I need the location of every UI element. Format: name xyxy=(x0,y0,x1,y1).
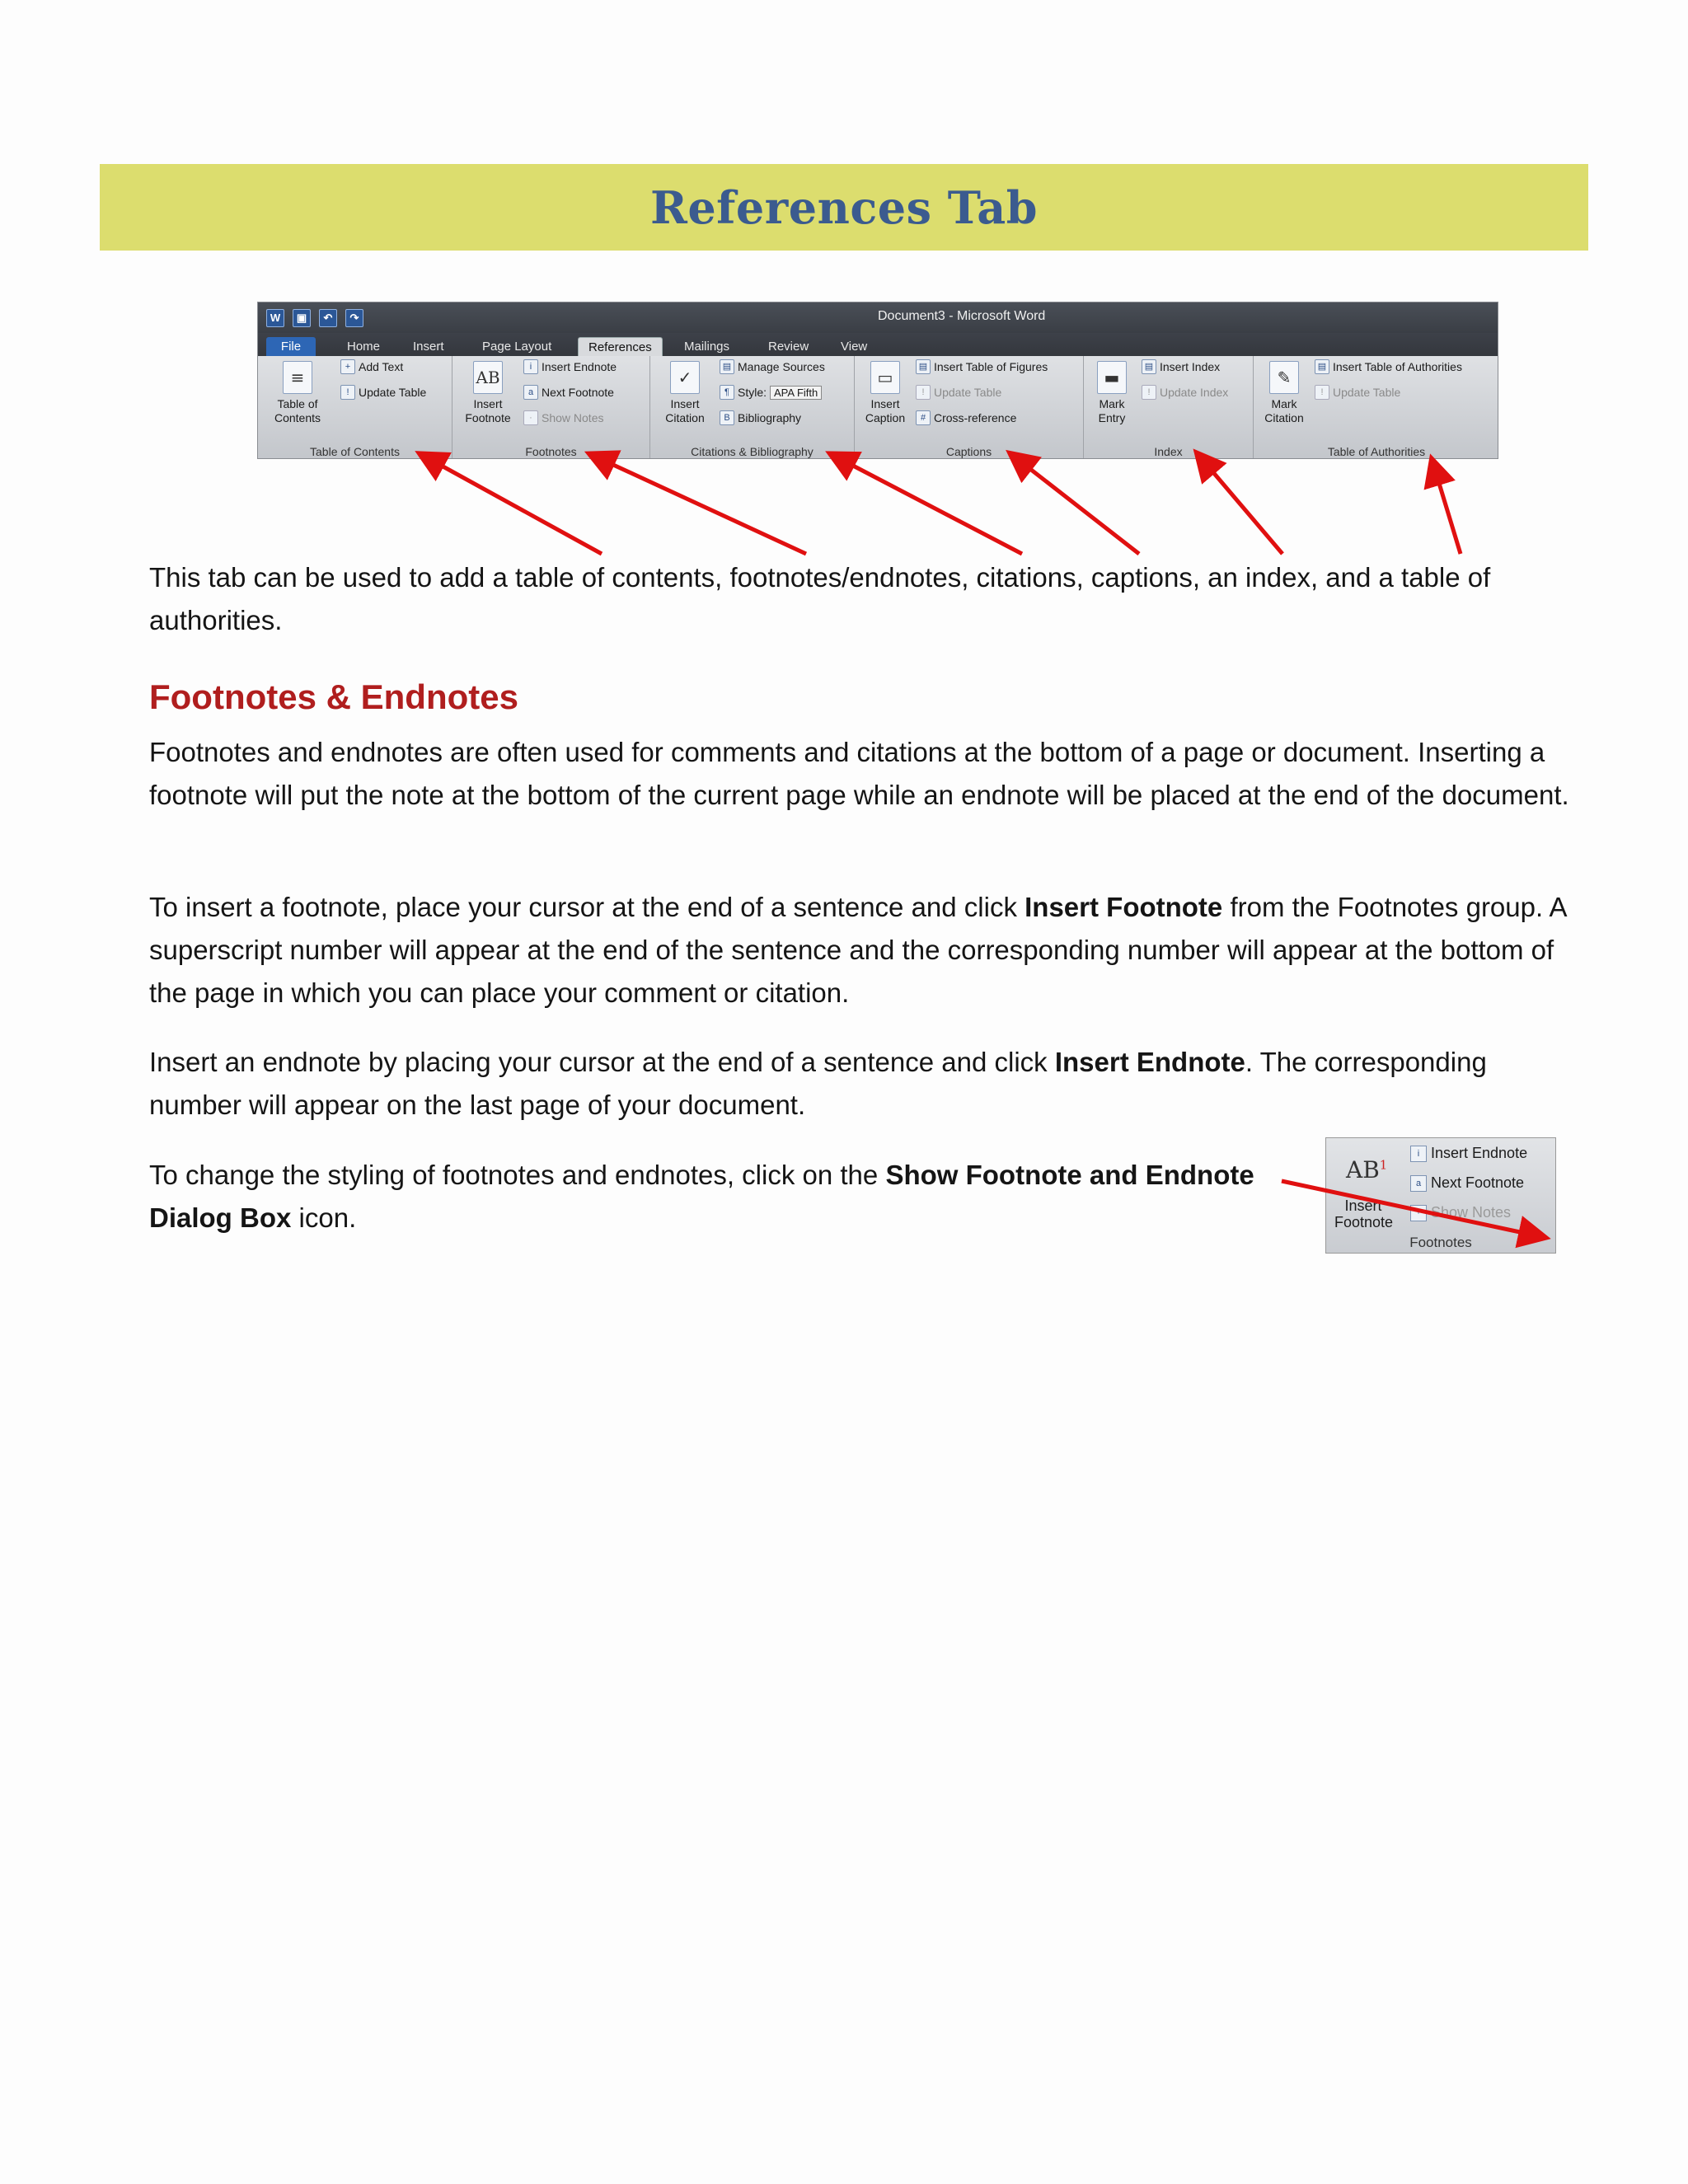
paragraph-footnotes-intro: Footnotes and endnotes are often used for comments and citations at the bottom of a page or document. Inserting a footnote will put the note at the bottom of the current page while an endnote will be placed at the end of the document. xyxy=(149,737,1569,810)
footnotes-group-screenshot xyxy=(1325,1137,1556,1254)
citation-icon: ✓ xyxy=(670,361,700,394)
sources-icon: ▤ xyxy=(720,359,734,374)
paragraph-insert-endnote: Insert an endnote by placing your cursor at the end of a sentence and click Insert Endnote. The corresponding number will appear on the last page of your document. xyxy=(149,1047,1487,1120)
manage-sources-button: ▤ Manage Sources xyxy=(720,359,825,374)
next-footnote-item: a Next Footnote xyxy=(1410,1174,1524,1192)
tab-mailings: Mailings xyxy=(684,340,730,354)
add-text-button: + Add Text xyxy=(340,359,403,374)
bibliography-button: B Bibliography xyxy=(720,410,801,425)
tab-page-layout: Page Layout xyxy=(482,340,552,354)
tab-view: View xyxy=(841,340,868,354)
mark-citation-button: ✎ Mark Citation xyxy=(1257,361,1311,425)
mark-entry-icon: ▬ xyxy=(1097,361,1127,394)
bold-dialog-box: Show Footnote and Endnote Dialog Box xyxy=(149,1160,1254,1233)
tab-review: Review xyxy=(768,340,809,354)
insert-endnote-item: i Insert Endnote xyxy=(1410,1145,1527,1162)
page-title: References Tab xyxy=(649,180,1039,234)
bold-insert-footnote: Insert Footnote xyxy=(1025,892,1223,922)
footnotes-group-label: Footnotes xyxy=(1409,1235,1472,1250)
group-citations xyxy=(650,356,855,459)
next-footnote-icon: a xyxy=(523,385,538,400)
window-title: Document3 - Microsoft Word xyxy=(878,309,1046,323)
ribbon-tabs xyxy=(258,333,1498,356)
undo-icon: ↶ xyxy=(319,309,337,327)
update-index-button: ! Update Index xyxy=(1142,385,1228,400)
group-label: Table of Authorities xyxy=(1327,445,1426,458)
ribbon-body xyxy=(258,356,1498,459)
title-band xyxy=(100,164,1588,251)
cross-reference-button: # Cross-reference xyxy=(916,410,1016,425)
style-dropdown: ¶ Style: APA Fifth xyxy=(720,385,822,400)
paragraph-styling: To change the styling of footnotes and endnotes, click on the Show Footnote and Endnote Dialog Box icon. xyxy=(149,1160,1254,1233)
figures-icon: ▤ xyxy=(916,359,931,374)
footnote-ab-icon: $AB^1$ xyxy=(1346,1156,1388,1183)
update-table-captions-button: ! Update Table xyxy=(916,385,1001,400)
word-icon: W xyxy=(266,309,284,327)
insert-index-button: ▤ Insert Index xyxy=(1142,359,1220,374)
style-value: APA Fifth xyxy=(770,386,822,400)
show-notes-button: · Show Notes xyxy=(523,410,603,425)
table-of-contents-button: ≡ Table of Contents xyxy=(265,361,331,425)
group-label: Citations & Bibliography xyxy=(691,445,814,458)
arrow-citations xyxy=(832,455,1022,554)
cross-reference-icon: # xyxy=(916,410,931,425)
update-table-button: ! Update Table xyxy=(340,385,426,400)
group-footnotes xyxy=(452,356,650,459)
insert-table-of-authorities-button: ▤ Insert Table of Authorities xyxy=(1315,359,1462,374)
group-label: Captions xyxy=(945,445,992,458)
arrow-table-of-authorities xyxy=(1432,462,1461,554)
refresh-icon: ! xyxy=(1315,385,1329,400)
arrow-table-of-contents xyxy=(422,455,602,554)
group-label: Table of Contents xyxy=(310,445,400,458)
caption-icon: ▭ xyxy=(870,361,900,394)
next-footnote-button: a Next Footnote xyxy=(523,385,614,400)
index-icon: ▤ xyxy=(1142,359,1156,374)
paragraph-insert-footnote: To insert a footnote, place your cursor at the end of a sentence and click Insert Footnote from the Footnotes group. A superscript number will appear at the end of the sentence and the corresponding number will appear at the bottom of the page in which you can place your comment or citation. xyxy=(149,892,1566,1008)
intro-paragraph: This tab can be used to add a table of contents, footnotes/endnotes, citations, captions, an index, and a table of authorities. xyxy=(149,562,1491,635)
group-table-of-contents xyxy=(258,356,452,459)
insert-table-of-figures-button: ▤ Insert Table of Figures xyxy=(916,359,1048,374)
arrow-index xyxy=(1198,455,1282,554)
authorities-icon: ▤ xyxy=(1315,359,1329,374)
endnote-icon: i xyxy=(523,359,538,374)
ribbon-screenshot xyxy=(257,302,1498,459)
update-table-authorities-button: ! Update Table xyxy=(1315,385,1400,400)
refresh-icon: ! xyxy=(1142,385,1156,400)
document-icon: ≡ xyxy=(283,361,312,394)
mark-citation-icon: ✎ xyxy=(1269,361,1299,394)
quick-access-toolbar xyxy=(266,309,363,327)
show-notes-item: · Show Notes xyxy=(1410,1204,1511,1221)
show-notes-icon: · xyxy=(1410,1205,1427,1221)
tab-file: File xyxy=(266,337,316,356)
insert-endnote-button: i Insert Endnote xyxy=(523,359,617,374)
show-notes-icon: · xyxy=(523,410,538,425)
style-icon: ¶ xyxy=(720,385,734,400)
insert-citation-button: ✓ Insert Citation xyxy=(655,361,715,425)
group-label: Footnotes xyxy=(525,445,577,458)
add-text-icon: + xyxy=(340,359,355,374)
redo-icon: ↷ xyxy=(345,309,363,327)
insert-footnote-label: Insert Footnote xyxy=(1334,1197,1394,1230)
tab-insert: Insert xyxy=(413,340,444,354)
tab-references: References xyxy=(578,337,663,357)
group-table-of-authorities xyxy=(1254,356,1498,459)
refresh-icon: ! xyxy=(916,385,931,400)
arrow-captions xyxy=(1012,455,1139,554)
next-footnote-icon: a xyxy=(1410,1175,1427,1192)
bibliography-icon: B xyxy=(720,410,734,425)
section-heading: Footnotes & Endnotes xyxy=(149,677,518,716)
refresh-icon: ! xyxy=(340,385,355,400)
group-index xyxy=(1084,356,1254,459)
insert-footnote-button: AB Insert Footnote xyxy=(457,361,518,425)
arrow-footnotes xyxy=(592,455,806,554)
bold-insert-endnote: Insert Endnote xyxy=(1054,1047,1245,1077)
save-icon: ▣ xyxy=(293,309,311,327)
tab-home: Home xyxy=(347,340,381,354)
endnote-icon: i xyxy=(1410,1146,1427,1162)
mark-entry-button: ▬ Mark Entry xyxy=(1087,361,1137,425)
footnote-ab-icon: AB xyxy=(473,361,503,394)
group-label: Index xyxy=(1154,445,1183,458)
insert-caption-button: ▭ Insert Caption xyxy=(858,361,912,425)
group-captions xyxy=(855,356,1084,459)
ribbon-titlebar xyxy=(258,302,1498,333)
